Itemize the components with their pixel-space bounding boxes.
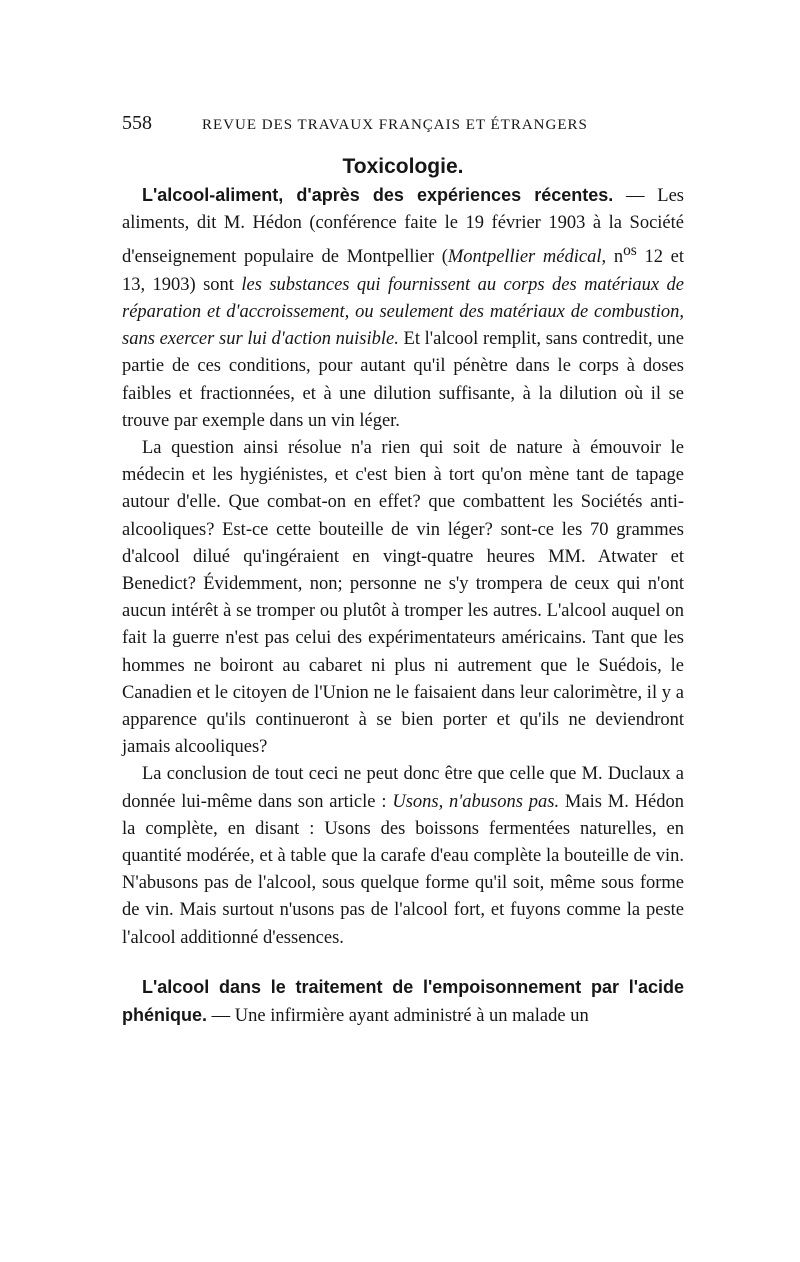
article1-heading: L'alcool-aliment, d'après des expériences récentes. xyxy=(142,185,614,205)
page-number: 558 xyxy=(122,112,152,134)
p1-text-c: 12 et 13, 1903) sont xyxy=(122,247,685,295)
article2-heading: L'alcool dans le traitement de l'empoisonnement par l'acide phénique. xyxy=(122,976,684,1026)
section-gap xyxy=(122,952,684,974)
article1-paragraph3 xyxy=(122,761,684,951)
article2-text: — Une infirmière ayant administré à un malade un xyxy=(207,1006,589,1027)
p1-text-a: — Les aliments, dit M. Hédon (conférence faite le 19 février 1903 à la Société d'enseignement populaire de Montpellier ( xyxy=(122,186,685,268)
article1-paragraph2: La question ainsi résolue n'a rien qui soit de nature à émouvoir le médecin et les hygiénistes, et c'est bien à tort qu'on mène tant de tapage autour d'elle. Que combat-on en effet? que combattent les Sociétés anti-alcooliques? Est-ce cette bouteille de vin léger? sont-ce les 70 grammes d'alcool dilué qu'ingéraient en vingt-quatre heures MM. Atwater et Benedict? Évidemment, non; personne ne s'y trompera de ceux qui n'ont aucun intérêt à se tromper ou plutôt à tromper les autres. L'alcool auquel on fait la guerre n'est pas celui des expérimentateurs américains. Tant que les hommes ne boiront au cabaret ni plus ni autrement que le Suédois, le Canadien et le citoyen de l'Union ne le faisaient dans leur calorimètre, il y a apparence qu'ils continueront à se bien porter et qu'ils ne deviendront jamais alcooliques? xyxy=(122,437,684,758)
p3-text-a: La conclusion de tout ceci ne peut donc être que celle que M. Duclaux a donnée lui-même dans son article : xyxy=(122,764,684,812)
p1-journal-title: Montpellier médical xyxy=(447,247,602,268)
article1-paragraph1 xyxy=(122,182,684,435)
section-title: Toxicologie. xyxy=(342,155,464,178)
article2-paragraph xyxy=(122,974,684,1030)
running-title: REVUE DES TRAVAUX FRANÇAIS ET ÉTRANGERS xyxy=(202,117,588,133)
p3-quote: Usons, n'abusons pas. xyxy=(392,791,560,812)
p1-superscript: os xyxy=(623,242,637,260)
p1-text-d: Et l'alcool remplit, sans contredit, une partie de ces conditions, pour autant qu'il pénètre dans le corps à doses faibles et fractionnées, et à une dilution suffisante, à la dilution où il se trouve par exemple dans un vin léger. xyxy=(122,329,685,431)
document-page xyxy=(122,112,684,1030)
p1-definition: les substances qui fournissent au corps des matériaux de réparation et d'accroissement, ou seulement des matériaux de combustion, sans exercer sur lui d'action nuisible. xyxy=(122,274,685,350)
running-head xyxy=(122,112,684,142)
p3-text-b: Mais M. Hédon la complète, en disant : Usons des boissons fermentées naturelles, en quantité modérée, et à table que la carafe d'eau complète la bouteille de vin. N'abusons pas de l'alcool, sous quelque forme qu'il soit, même sous forme de vin. Mais surtout n'usons pas de l'alcool fort, et fuyons comme la peste l'alcool additionné d'essences. xyxy=(122,791,684,948)
p1-text-b: , n xyxy=(601,247,624,268)
